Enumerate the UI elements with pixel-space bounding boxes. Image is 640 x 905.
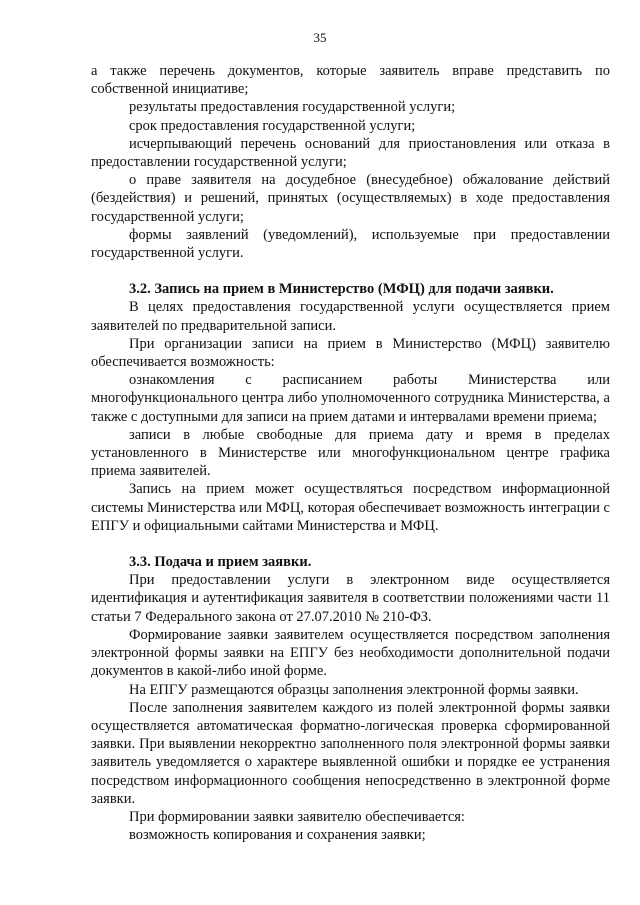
spacer: [91, 262, 610, 280]
paragraph: результаты предоставления государственной услуги;: [129, 99, 456, 116]
paragraph: Формирование заявки заявителем осуществляется посредством заполнения электронной формы заявки на ЕПГУ без необходимости дополнительной подачи документов в какой-либо иной форме.: [91, 626, 610, 680]
document-body: [91, 62, 610, 844]
paragraph: срок предоставления государственной услуги;: [129, 117, 416, 134]
paragraph: записи в любые свободные для приема дату и время в пределах установленного в Министерстве или многофункциональном центре графика приема заявителей.: [91, 426, 610, 480]
spacer: [91, 535, 610, 553]
paragraph: В целях предоставления государственной услуги осуществляется прием заявителей по предварительной записи.: [91, 299, 610, 334]
paragraph: При предоставлении услуги в электронном виде осуществляется идентификация и аутентификация заявителя в соответствии положениями части 11 статьи 7 Федерального закона от 27.07.2010 № 210-ФЗ.: [91, 572, 610, 625]
paragraph: формы заявлений (уведомлений), используемые при предоставлении государственной услуги.: [91, 226, 610, 262]
paragraph: Запись на прием может осуществляться посредством информационной системы Министерства или МФЦ, которая обеспечивает возможность интеграции с ЕПГУ и официальными сайтами Министерства и МФЦ.: [91, 481, 610, 534]
paragraph: При организации записи на прием в Министерство (МФЦ) заявителю обеспечивается возможность:: [91, 335, 610, 371]
paragraph: После заполнения заявителем каждого из полей электронной формы заявки осуществляется автоматическая форматно-логическая проверка сформированной заявки. При выявлении некорректно заполненного поля электронной формы заявки заявитель уведомляется о характере выявленной ошибки и порядке ее устранения посредством информационного сообщения непосредственно в электронной форме заявки.: [91, 699, 610, 807]
section-heading-3-2: 3.2. Запись на прием в Министерство (МФЦ) для подачи заявки.: [129, 281, 554, 298]
paragraph: возможность копирования и сохранения заявки;: [129, 827, 426, 844]
page-number: 35: [313, 30, 327, 45]
paragraph: ознакомления с расписанием работы Министерства или многофункционального центра либо уполномоченного сотрудника Министерства, а также с доступными для записи на прием датами и интервалами времени приема;: [91, 372, 610, 425]
paragraph: о праве заявителя на досудебное (внесудебное) обжалование действий (бездействия) и решений, принятых (осуществляемых) в ходе предоставления государственной услуги;: [91, 172, 610, 225]
section-heading-3-3: 3.3. Подача и прием заявки.: [129, 554, 312, 571]
paragraph: а также перечень документов, которые заявитель вправе представить по собственной инициативе;: [91, 63, 610, 98]
paragraph: При формировании заявки заявителю обеспечивается:: [129, 808, 465, 825]
paragraph: На ЕПГУ размещаются образцы заполнения электронной формы заявки.: [129, 681, 579, 698]
paragraph: исчерпывающий перечень оснований для приостановления или отказа в предоставлении государственной услуги;: [91, 135, 610, 171]
